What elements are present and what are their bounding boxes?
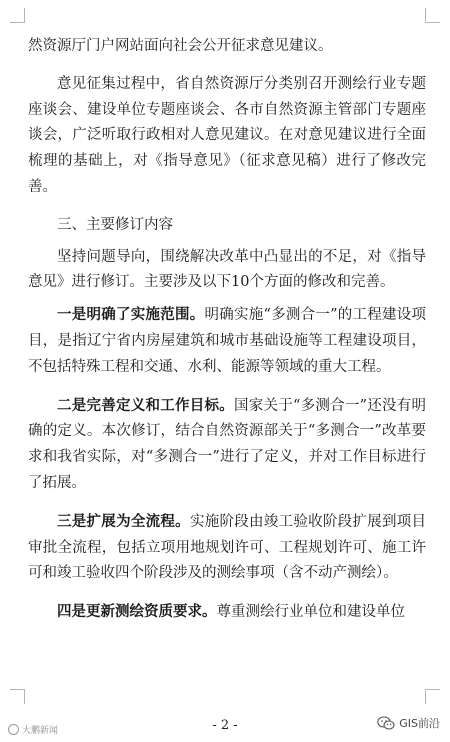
watermark-right	[377, 715, 440, 731]
item-lead: 一是明确了实施范围。	[57, 306, 205, 324]
item-text: 国家关于“多测合一”还没有明确的定义。本次修订，结合自然资源部关于“多测合一”改革要求和我省实际，对“多测合一”进行了定义，并对工作目标进行了拓展。	[28, 397, 427, 491]
section-heading: 三、主要修订内容	[57, 216, 173, 233]
item-lead: 二是完善定义和工作目标。	[57, 396, 234, 414]
item-lead: 四是更新测绘资质要求。	[57, 603, 217, 621]
item-text: 尊重测绘行业单位和建设单位	[216, 604, 405, 621]
paragraph-item-2	[28, 393, 426, 497]
paragraph-continued: 然资源厅门户网站面向社会公开征求意见建议。	[28, 38, 333, 54]
paragraph-item-3	[28, 509, 426, 587]
wechat-icon	[377, 716, 395, 731]
item-text: 实施阶段由竣工验收阶段扩展到项目审批全流程，包括立项用地规划许可、工程规划许可、施工许可和竣工验收四个阶段涉及的测绘事项（含不动产测绘）。	[28, 513, 426, 582]
item-lead: 三是扩展为全流程。	[57, 512, 190, 530]
crop-mark-bottom-right	[425, 689, 440, 704]
document-body	[28, 34, 426, 626]
crop-mark-top-left	[10, 8, 25, 23]
news-logo-icon	[8, 724, 19, 735]
item-text: 明确实施“多测合一”的工程建设项目，是指辽宁省内房屋建筑和城市基础设施等工程建设项目，不包括特殊工程和交通、水利、能源等领域的重大工程。	[28, 307, 426, 375]
watermark-left	[8, 723, 58, 736]
watermark-left-text: 大鹏新闻	[22, 726, 59, 736]
paragraph-item-4	[28, 599, 426, 626]
paragraph-item-1	[28, 302, 426, 380]
crop-mark-top-right	[425, 8, 440, 23]
paragraph-intro	[28, 245, 426, 297]
paragraph-consultation: 意见征集过程中，省自然资源厅分类别召开测绘行业专题座谈会、建设单位专题座谈会、各市自然资源主管部门专题座谈会，广泛听取行政相对人意见建议。在对意见建议进行全面梳理的基础上，对《指导意见》（征求意见稿）进行了修改完善。	[28, 75, 426, 195]
watermark-right-text: GIS前沿	[399, 717, 440, 730]
crop-mark-bottom-left	[10, 689, 25, 704]
paragraph-text: 坚持问题导向，围绕解决改革中凸显出的不足，对《指导意见》进行修订。主要涉及以下10个方面的修改和完善。	[28, 248, 426, 291]
page-number: - 2 -	[212, 718, 238, 733]
